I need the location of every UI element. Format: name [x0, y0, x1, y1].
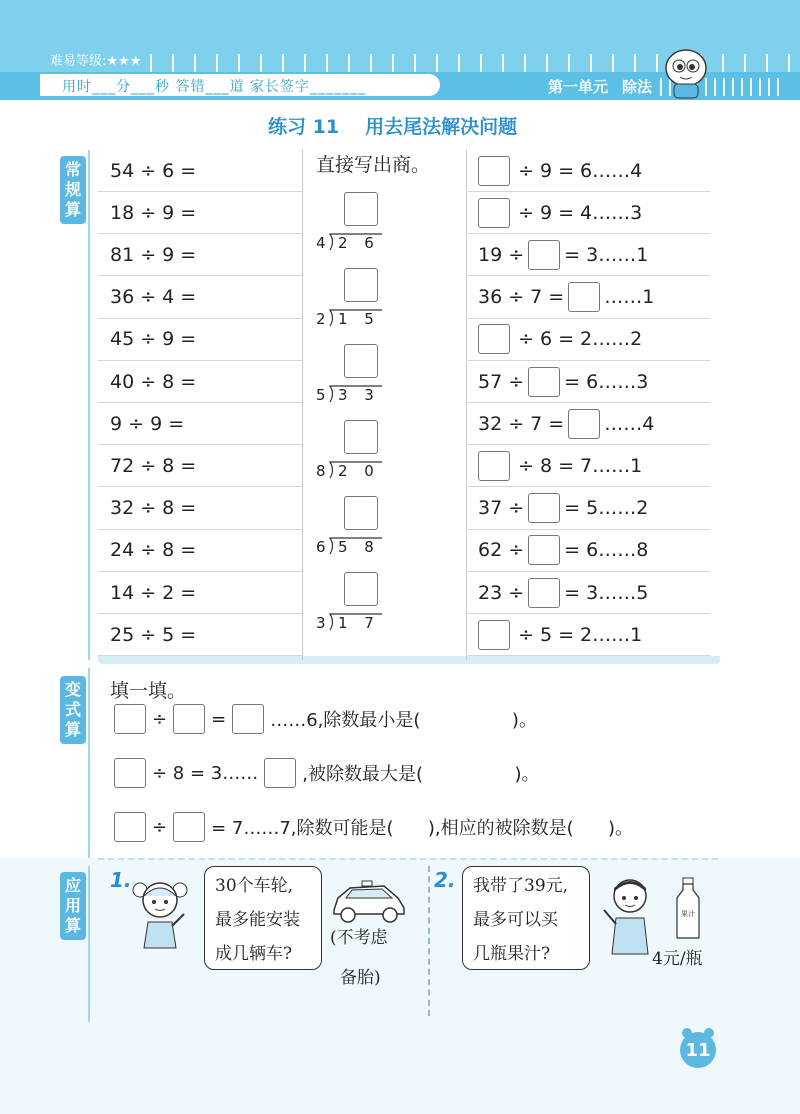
equation-text: 32 ÷ 7 =: [478, 412, 565, 435]
fill-box-equation-row: [468, 403, 710, 445]
equation-text: ÷ 9 = 6……4: [518, 159, 643, 182]
fill-box-equation-row: [468, 192, 710, 234]
answer-box[interactable]: [264, 758, 296, 788]
fill-box-equation-row: [468, 614, 710, 656]
quotient-answer-box[interactable]: [344, 268, 378, 302]
unit-name: 第一单元: [548, 78, 609, 96]
equation-text: ……1: [604, 286, 655, 309]
answer-box[interactable]: [232, 704, 264, 734]
dividend: 1 5: [338, 310, 380, 328]
fill-box-equation-row: [468, 319, 710, 361]
equation-row: 14 ÷ 2 =: [98, 572, 302, 614]
fill-line-3-text: = 7……7,除数可能是( ),相应的被除数是( )。: [211, 818, 633, 839]
question-2-line: 我带了39元,: [473, 876, 569, 896]
section-divider-line: [88, 150, 90, 660]
answer-box[interactable]: [114, 758, 146, 788]
fill-box-equation-row: [468, 445, 710, 487]
quotient-answer-box[interactable]: [344, 572, 378, 606]
question-1-note: [330, 918, 388, 998]
equals-sign: =: [211, 708, 227, 730]
equation-row: 24 ÷ 8 =: [98, 530, 302, 572]
equation-row: 72 ÷ 8 =: [98, 445, 302, 487]
answer-box[interactable]: [478, 324, 510, 354]
equation-text: 62 ÷: [478, 539, 525, 562]
long-division-problem: [314, 192, 394, 254]
equation-text: = 3……1: [564, 243, 649, 266]
section-divider-line: [88, 668, 90, 858]
section-label-routine: 常规算: [60, 156, 86, 224]
page-title: [268, 112, 517, 139]
dividend: 1 7: [338, 614, 380, 632]
fill-line-1-text: ……6,除数最小是( )。: [270, 710, 537, 731]
lesson-number: 练习 11: [268, 116, 340, 138]
equation-text: 23 ÷: [478, 581, 525, 604]
divisor: 8: [316, 462, 326, 480]
bottle-label: 果汁: [681, 911, 695, 918]
equation-text: 19 ÷: [478, 243, 525, 266]
equation-row: 40 ÷ 8 =: [98, 361, 302, 403]
equation-row: 32 ÷ 8 =: [98, 488, 302, 530]
column-divider: [302, 150, 303, 660]
long-division-problem: [314, 420, 394, 482]
question-1-line: 最多能安装: [215, 910, 300, 930]
unit-label: [548, 76, 652, 97]
equation-row: 81 ÷ 9 =: [98, 234, 302, 276]
divisor: 6: [316, 538, 326, 556]
divisor: 3: [316, 614, 326, 632]
equation-row: 18 ÷ 9 =: [98, 192, 302, 234]
answer-box[interactable]: [173, 812, 205, 842]
answer-box[interactable]: [478, 156, 510, 186]
division-sign: ÷: [152, 708, 168, 730]
time-error-signature-fields: 用时___分___秒 答错___道 家长签字_______: [62, 79, 366, 95]
unit-topic: 除法: [622, 78, 653, 96]
equation-text: 37 ÷: [478, 497, 525, 520]
divisor: 2: [316, 310, 326, 328]
question-number-1: 1.: [110, 868, 132, 892]
equation-row: 25 ÷ 5 =: [98, 614, 302, 656]
question-divider-dashed: [428, 866, 430, 1016]
long-division-problem: [314, 344, 394, 406]
question-number-2: 2.: [434, 868, 456, 892]
answer-box[interactable]: [478, 451, 510, 481]
answer-box[interactable]: [114, 704, 146, 734]
answer-box[interactable]: [528, 578, 560, 608]
dividend: 5 8: [338, 538, 380, 556]
page-number-text: 11: [685, 1039, 711, 1061]
fill-line-2-text: ,被除数最大是( )。: [302, 764, 540, 785]
question-1-note-line: 备胎): [340, 968, 381, 988]
equation-text: = 5……2: [564, 497, 649, 520]
column-divider: [466, 150, 467, 660]
question-2-speech-bubble: [462, 866, 590, 970]
dividend: 2 6: [338, 234, 380, 252]
dividend: 2 0: [338, 462, 380, 480]
girl-illustration-icon: [128, 874, 192, 950]
answer-box[interactable]: [478, 620, 510, 650]
juice-bottle-icon: [674, 876, 702, 940]
answer-box[interactable]: [568, 282, 600, 312]
difficulty-rating: 难易等级:★★★: [50, 54, 142, 69]
answer-box[interactable]: [478, 198, 510, 228]
fill-box-equation-row: [468, 150, 710, 192]
question-1-note-line: (不考虑: [330, 928, 388, 948]
boy-illustration-icon: [600, 876, 660, 956]
grid-shadow: [98, 656, 720, 664]
answer-box[interactable]: [528, 535, 560, 565]
equation-text: = 3……5: [564, 581, 649, 604]
car-illustration-icon: [328, 876, 408, 924]
answer-box[interactable]: [528, 240, 560, 270]
division-sign: ÷: [152, 816, 168, 838]
divisor: 4: [316, 234, 326, 252]
question-2-line: 几瓶果汁?: [473, 944, 551, 964]
fill-line-2-expression: ÷ 8 = 3……: [152, 762, 259, 784]
section-label-variant: 变式算: [60, 676, 86, 744]
fill-box-equation-row: [468, 530, 710, 572]
answer-box[interactable]: [173, 704, 205, 734]
equation-row: 36 ÷ 4 =: [98, 277, 302, 319]
answer-box[interactable]: [114, 812, 146, 842]
question-1-line: 成几辆车?: [215, 944, 293, 964]
fill-box-equation-row: [468, 572, 710, 614]
question-2-line: 最多可以买: [473, 910, 558, 930]
fill-line-1: [108, 704, 537, 734]
section-divider-line: [88, 866, 90, 1022]
quotient-answer-box[interactable]: [344, 192, 378, 226]
equation-text: ……4: [604, 412, 655, 435]
fill-box-equation-row: [468, 488, 710, 530]
equation-text: = 6……8: [564, 539, 649, 562]
fill-box-equation-row: [468, 361, 710, 403]
long-division-problem: [314, 572, 394, 634]
equation-text: ÷ 5 = 2……1: [518, 623, 643, 646]
divisor: 5: [316, 386, 326, 404]
fill-box-equation-row: [468, 234, 710, 276]
equation-text: = 6……3: [564, 370, 649, 393]
equation-text: 36 ÷ 7 =: [478, 286, 565, 309]
long-division-problem: [314, 268, 394, 330]
page-number: [680, 1032, 716, 1068]
answer-box[interactable]: [528, 367, 560, 397]
quotient-answer-box[interactable]: [344, 344, 378, 378]
equation-row: 45 ÷ 9 =: [98, 319, 302, 361]
juice-price: 4元/瓶: [652, 949, 703, 969]
equation-text: 57 ÷: [478, 370, 525, 393]
fill-in-title: 填一填。: [110, 680, 187, 702]
equation-row: 9 ÷ 9 =: [98, 403, 302, 445]
middle-column-header: 直接写出商。: [316, 154, 431, 176]
fill-box-equation-row: [468, 277, 710, 319]
question-1-line: 30个车轮,: [215, 876, 294, 896]
quotient-answer-box[interactable]: [344, 420, 378, 454]
mascot-icon: [660, 44, 712, 100]
quotient-answer-box[interactable]: [344, 496, 378, 530]
long-division-problem: [314, 496, 394, 558]
fill-line-3: [108, 812, 633, 842]
equation-text: ÷ 8 = 7……1: [518, 454, 643, 477]
equation-text: ÷ 6 = 2……2: [518, 328, 643, 351]
answer-box[interactable]: [528, 493, 560, 523]
fill-line-2: [108, 758, 540, 788]
section-divider-dashed: [98, 858, 718, 860]
dividend: 3 3: [338, 386, 380, 404]
lesson-subject: 用去尾法解决问题: [365, 116, 518, 138]
answer-box[interactable]: [568, 409, 600, 439]
equation-text: ÷ 9 = 4……3: [518, 201, 643, 224]
equation-row: 54 ÷ 6 =: [98, 150, 302, 192]
section-label-applied: 应用算: [60, 872, 86, 940]
question-1-speech-bubble: [204, 866, 322, 970]
